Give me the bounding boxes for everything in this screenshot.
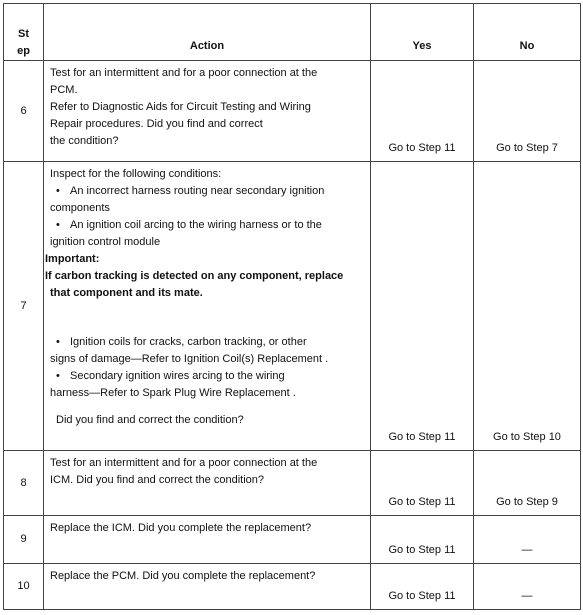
list-item-text: An ignition coil arcing to the wiring harness or to the [70, 219, 322, 231]
table-row [4, 61, 581, 162]
table-row [4, 162, 581, 451]
no-cell: — [474, 564, 581, 610]
action-intro: Inspect for the following conditions: [50, 168, 222, 180]
action-line: ICM. Did you find and correct the condition? [50, 474, 265, 486]
important-text: If carbon tracking is detected on any component, replace [45, 270, 344, 282]
no-cell: Go to Step 9 [474, 451, 581, 516]
step-number: 10 [4, 564, 44, 610]
table-row [4, 451, 581, 516]
diagnostic-table [3, 3, 581, 610]
header-action: Action [44, 4, 371, 61]
bullet-icon: • [56, 185, 60, 197]
important-text: that component and its mate. [50, 287, 203, 299]
list-item-continuation: signs of damage—Refer to Ignition Coil(s) Replacement . [50, 353, 329, 365]
bullet-icon: • [56, 336, 60, 348]
action-line: PCM. [50, 84, 78, 96]
no-cell: Go to Step 7 [474, 61, 581, 162]
action-line: Repair procedures. Did you find and correct [50, 118, 263, 130]
bullet-icon: • [56, 370, 60, 382]
header-yes: Yes [371, 4, 474, 61]
yes-cell: Go to Step 11 [371, 451, 474, 516]
step-number: 6 [4, 61, 44, 162]
list-item-continuation: ignition control module [50, 236, 161, 248]
step-number: 9 [4, 516, 44, 564]
action-question: Did you find and correct the condition? [56, 414, 244, 426]
action-line: Test for an intermittent and for a poor connection at the [50, 67, 318, 79]
yes-cell: Go to Step 11 [371, 516, 474, 564]
list-item [50, 183, 364, 200]
yes-cell: Go to Step 11 [371, 61, 474, 162]
table-row [4, 516, 581, 564]
table-row [4, 564, 581, 610]
important-label: Important: [45, 253, 100, 265]
bullet-icon: • [56, 219, 60, 231]
action-cell [44, 451, 371, 516]
step-number: 7 [4, 162, 44, 451]
action-line: the condition? [50, 135, 119, 147]
no-cell: — [474, 516, 581, 564]
header-step-label: St ep [17, 28, 30, 57]
yes-cell: Go to Step 11 [371, 162, 474, 451]
action-line: Replace the ICM. Did you complete the replacement? [50, 522, 312, 534]
list-item-text: Ignition coils for cracks, carbon tracking, or other [70, 336, 307, 348]
header-no: No [474, 4, 581, 61]
table-header-row [4, 4, 581, 61]
list-item-continuation: harness—Refer to Spark Plug Wire Replacement . [50, 387, 296, 399]
action-line: Refer to Diagnostic Aids for Circuit Testing and Wiring [50, 101, 311, 113]
action-line: Test for an intermittent and for a poor connection at the [50, 457, 318, 469]
action-cell [44, 61, 371, 162]
list-item [50, 334, 364, 351]
step-number: 8 [4, 451, 44, 516]
list-item [50, 368, 364, 385]
action-cell [44, 564, 371, 610]
yes-cell: Go to Step 11 [371, 564, 474, 610]
action-cell [44, 516, 371, 564]
list-item-text: Secondary ignition wires arcing to the wiring [70, 370, 285, 382]
action-line: Replace the PCM. Did you complete the replacement? [50, 570, 316, 582]
action-cell [44, 162, 371, 451]
no-cell: Go to Step 10 [474, 162, 581, 451]
list-item-continuation: components [50, 202, 110, 214]
list-item-text: An incorrect harness routing near secondary ignition [70, 185, 325, 197]
header-step [4, 4, 44, 61]
list-item [50, 217, 364, 234]
